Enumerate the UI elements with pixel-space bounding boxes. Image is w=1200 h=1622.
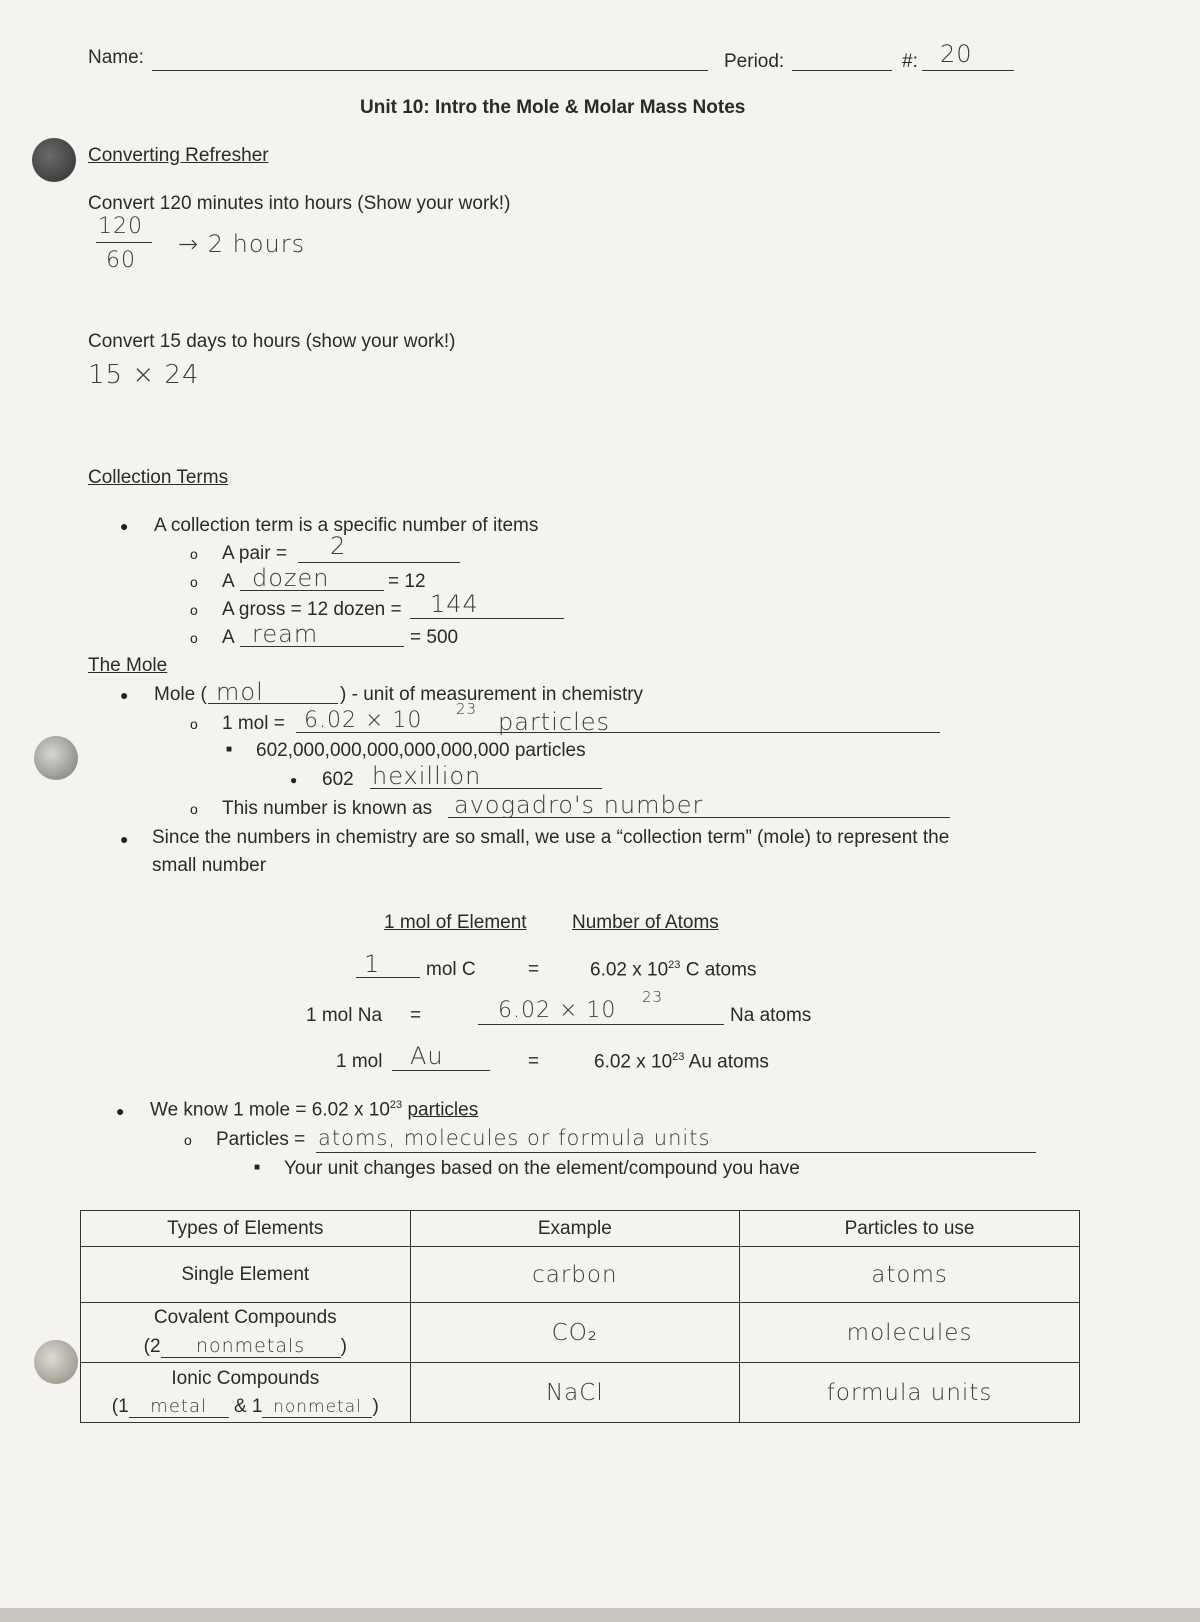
q1-denominator: 60 <box>106 248 136 273</box>
particles-ionic[interactable] <box>740 1363 1080 1423</box>
bullet-dot: ● <box>120 831 129 847</box>
covalent-title: Covalent Compounds <box>153 1307 337 1328</box>
type-covalent <box>81 1303 411 1363</box>
bullet-circle: o <box>190 801 198 817</box>
bullet-circle: o <box>190 546 198 562</box>
pair-label: A pair = <box>222 543 287 564</box>
header-example: Example <box>410 1211 740 1247</box>
avogadro-digits: 602,000,000,000,000,000,000 particles <box>256 740 586 761</box>
example-single-answer: carbon <box>532 1261 618 1288</box>
dozen-equals: = 12 <box>388 571 426 592</box>
known-as-answer: avogadro's number <box>454 791 704 819</box>
binder-hole-middle <box>34 736 78 780</box>
particles-single-answer: atoms <box>871 1261 948 1288</box>
mol-equals-particles: particles <box>498 708 611 736</box>
particles-line1: We know 1 mole = 6.02 x $10^{23}$ particles <box>150 1099 479 1121</box>
particle-types-table <box>80 1210 1080 1423</box>
page-title: Unit 10: Intro the Mole & Molar Mass Notes <box>360 97 746 118</box>
particles-ionic-answer: formula units <box>826 1379 993 1406</box>
ream-answer: ream <box>252 620 319 648</box>
mol-equals-exponent: 23 <box>456 700 478 718</box>
hexillion-answer: hexillion <box>372 762 482 790</box>
table-row <box>81 1303 1080 1363</box>
ream-label: A <box>222 627 235 648</box>
gross-label: A gross = 12 dozen = <box>222 599 402 620</box>
example-single-element[interactable] <box>410 1247 740 1303</box>
bullet-circle: o <box>184 1132 192 1148</box>
example-covalent-answer: CO₂ <box>551 1319 599 1346</box>
gross-blank[interactable] <box>410 618 564 619</box>
header-types: Types of Elements <box>81 1211 411 1247</box>
number-blank[interactable] <box>922 70 1014 71</box>
example-ionic-answer: NaCl <box>545 1379 604 1406</box>
bullet-circle: o <box>190 716 198 732</box>
name-blank[interactable] <box>152 70 708 71</box>
name-label: Name: <box>88 47 144 68</box>
mole-heading: The Mole <box>88 655 168 676</box>
collection-explain-1: Since the numbers in chemistry are so small, we use a “collection term” (mole) to represent the <box>152 827 950 848</box>
bullet-dot: ● <box>120 518 129 534</box>
period-label: Period: <box>724 51 785 72</box>
sodium-atoms-unit: Na atoms <box>730 1005 812 1026</box>
particles-covalent[interactable] <box>740 1303 1080 1363</box>
mol-equals-answer: 6.02 × 10 <box>304 708 423 733</box>
collection-intro: A collection term is a specific number of items <box>154 515 539 536</box>
carbon-mol-unit: mol C <box>426 959 476 980</box>
conv-col-atoms: Number of Atoms <box>572 912 719 933</box>
ionic-title: Ionic Compounds <box>171 1367 320 1389</box>
particles-blank[interactable] <box>316 1152 1036 1153</box>
particles-covalent-answer: molecules <box>846 1319 973 1346</box>
unit-changes-note: Your unit changes based on the element/compound you have <box>284 1158 800 1179</box>
carbon-atoms: 6.02 x $10^{23}$ C atoms <box>590 959 757 981</box>
collection-explain-2: small number <box>152 855 267 876</box>
sodium-mol: 1 mol Na <box>306 1005 383 1026</box>
number-value: 20 <box>940 40 973 68</box>
carbon-equals: = <box>528 959 540 980</box>
mole-line1-pre: Mole ( <box>154 684 207 705</box>
number-label: #: <box>902 51 918 72</box>
type-single-element: Single Element <box>81 1247 411 1303</box>
type-ionic <box>81 1363 411 1423</box>
q1-answer: → 2 hours <box>178 230 306 258</box>
binder-hole-top <box>32 138 76 182</box>
example-ionic[interactable] <box>410 1363 740 1423</box>
hexillion-label: 602 <box>322 769 354 790</box>
question-2: Convert 15 days to hours (show your work!) <box>88 331 456 352</box>
ionic-metal-answer[interactable]: metal <box>129 1396 229 1418</box>
table-row <box>81 1363 1080 1423</box>
gold-element-answer: Au <box>410 1042 444 1070</box>
bullet-circle: o <box>190 574 198 590</box>
q1-fraction-bar <box>96 242 152 243</box>
gold-mol: 1 mol <box>336 1051 383 1072</box>
bullet-dot: ● <box>116 1103 125 1119</box>
gross-answer: 144 <box>430 590 479 618</box>
dozen-label: A <box>222 571 235 592</box>
bullet-circle: o <box>190 602 198 618</box>
table-row <box>81 1247 1080 1303</box>
ionic-sub: (1 metal & 1 nonmetal ) <box>111 1395 379 1417</box>
sodium-atoms-answer: 6.02 × 10 <box>498 998 617 1023</box>
bullet-square: ■ <box>226 744 233 755</box>
example-covalent[interactable] <box>410 1303 740 1363</box>
particles-single-element[interactable] <box>740 1247 1080 1303</box>
collection-heading: Collection Terms <box>88 467 229 488</box>
header-particles: Particles to use <box>740 1211 1080 1247</box>
binder-hole-bottom <box>34 1340 78 1384</box>
period-blank[interactable] <box>792 70 892 71</box>
gold-atoms: 6.02 x $10^{23}$ Au atoms <box>594 1051 769 1073</box>
q1-numerator: 120 <box>98 214 143 239</box>
bullet-circle: o <box>190 630 198 646</box>
mole-line1-post: ) - unit of measurement in chemistry <box>340 684 644 705</box>
bullet-dot: ● <box>120 687 129 703</box>
sodium-atoms-blank[interactable] <box>478 1024 724 1025</box>
dozen-answer: dozen <box>252 564 330 592</box>
conv-col-element: 1 mol of Element <box>384 912 527 933</box>
sodium-atoms-exponent: 23 <box>642 988 664 1006</box>
known-as-label: This number is known as <box>222 798 433 819</box>
gold-equals: = <box>528 1051 540 1072</box>
carbon-mol-answer: 1 <box>364 950 381 978</box>
ionic-nonmetal-answer[interactable]: nonmetal <box>262 1397 372 1418</box>
mole-unit-answer: mol <box>216 678 264 706</box>
question-1: Convert 120 minutes into hours (Show your work!) <box>88 193 511 214</box>
particles-answer: atoms, molecules or formula units <box>318 1126 711 1150</box>
ream-equals: = 500 <box>410 627 459 648</box>
covalent-sub: (2 nonmetals ) <box>143 1335 347 1357</box>
bullet-square: ■ <box>254 1162 261 1173</box>
pair-answer: 2 <box>330 532 347 560</box>
particles-label: Particles = <box>216 1129 306 1150</box>
pair-blank[interactable] <box>298 562 460 563</box>
sodium-equals: = <box>410 1005 422 1026</box>
bullet-dot: ● <box>290 773 298 787</box>
gold-element-blank[interactable] <box>392 1070 490 1071</box>
table-header-row <box>81 1211 1080 1247</box>
converting-heading: Converting Refresher <box>88 145 269 166</box>
q2-answer: 15 × 24 <box>88 360 200 390</box>
mol-equals-label: 1 mol = <box>222 713 285 734</box>
covalent-sub-answer[interactable]: nonmetals <box>161 1335 341 1358</box>
